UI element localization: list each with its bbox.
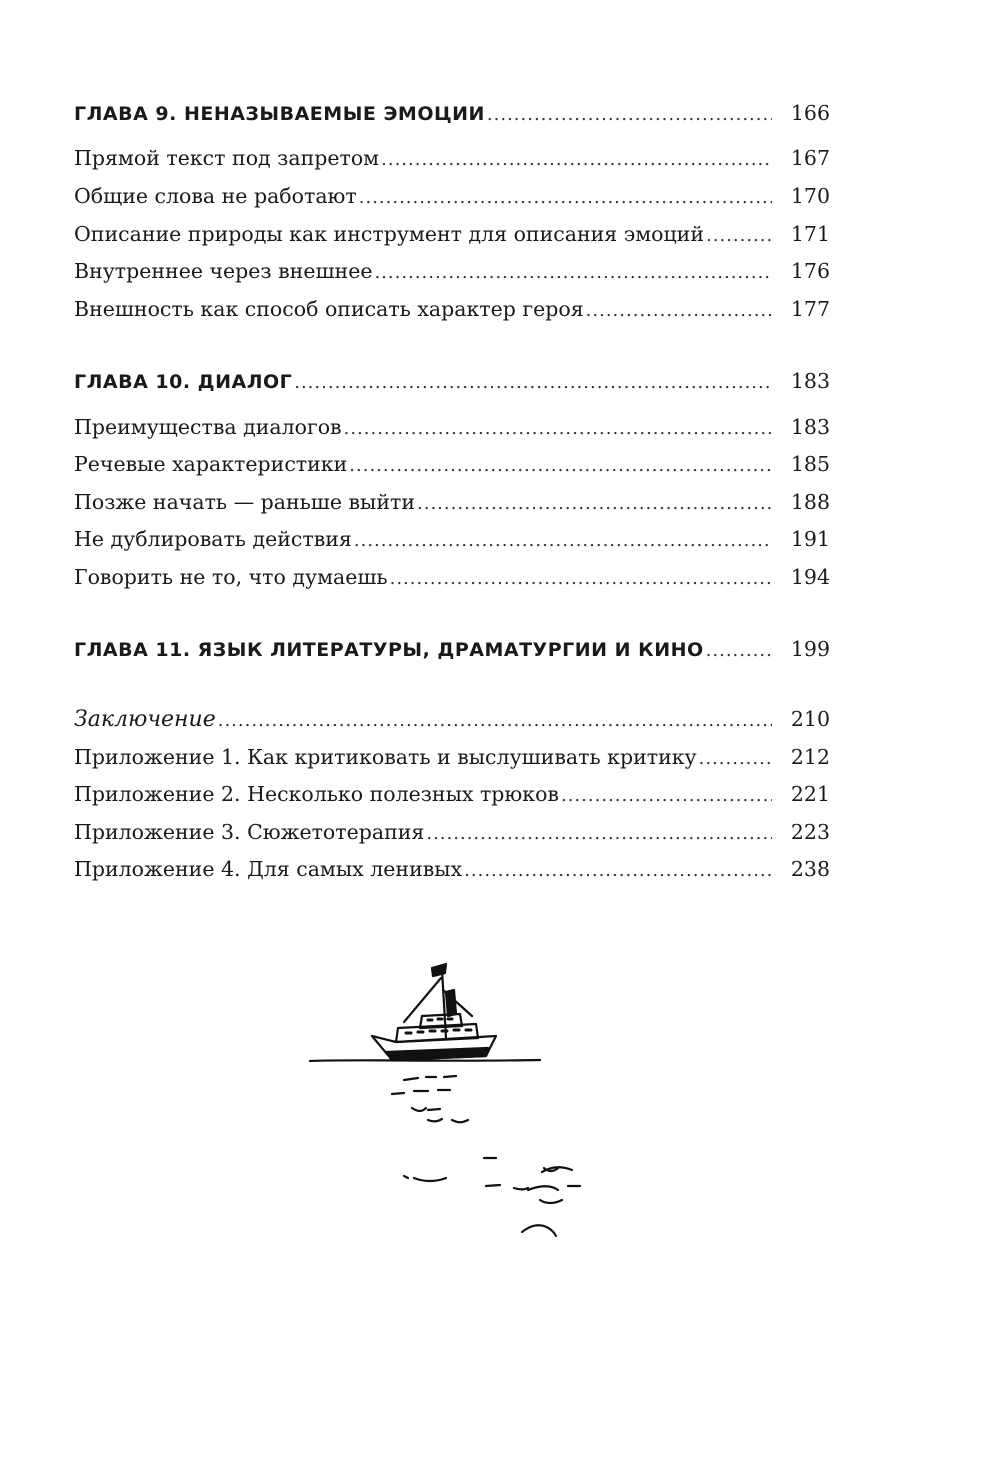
toc-chapter-10[interactable] (74, 366, 830, 396)
toc-item-title: Описание природы как инструмент для описания эмоций (74, 222, 704, 246)
leader-dots (699, 744, 772, 774)
leader-dots (706, 221, 772, 251)
toc-item-title: Приложение 1. Как критиковать и выслушивать критику (74, 745, 697, 769)
toc-item[interactable] (74, 562, 830, 592)
toc-appendix[interactable] (74, 817, 830, 847)
toc-appendix[interactable] (74, 779, 830, 809)
leader-dots (381, 145, 772, 175)
toc-chapter-9[interactable] (74, 98, 830, 128)
toc-item-title: Прямой текст под запретом (74, 146, 380, 170)
toc-item-title: Приложение 3. Сюжетотерапия (74, 820, 425, 844)
leader-dots (344, 414, 772, 444)
toc-page-number: 176 (790, 259, 830, 283)
leader-dots (218, 706, 772, 736)
toc-item-title: Говорить не то, что думаешь (74, 565, 388, 589)
toc-item[interactable] (74, 143, 830, 173)
leader-dots (349, 451, 772, 481)
toc-item-title: Не дублировать действия (74, 527, 352, 551)
toc-page-number: 199 (790, 637, 830, 661)
toc-chapter-title: ГЛАВА 11. ЯЗЫК ЛИТЕРАТУРЫ, ДРАМАТУРГИИ И КИНО (74, 639, 704, 661)
toc-page-number: 223 (790, 820, 830, 844)
toc-page-number: 166 (790, 101, 830, 125)
toc-item-title: Приложение 4. Для самых ленивых (74, 857, 463, 881)
toc-page-number: 167 (790, 146, 830, 170)
leader-dots (374, 258, 772, 288)
toc-item[interactable] (74, 219, 830, 249)
toc-page-number: 191 (790, 527, 830, 551)
toc-item[interactable] (74, 256, 830, 286)
toc-item-title: Позже начать — раньше выйти (74, 490, 416, 514)
toc-item[interactable] (74, 449, 830, 479)
toc-item-title: Преимущества диалогов (74, 415, 342, 439)
toc-chapter-title: ГЛАВА 9. НЕНАЗЫВАЕМЫЕ ЭМОЦИИ (74, 103, 485, 125)
toc-page-number: 194 (790, 565, 830, 589)
toc-page-number: 212 (790, 745, 830, 769)
toc-appendix[interactable] (74, 854, 830, 884)
leader-dots (464, 856, 772, 886)
toc-page-number: 185 (790, 452, 830, 476)
toc-page-number: 170 (790, 184, 830, 208)
boat-on-sea-icon (300, 960, 600, 1250)
leader-dots (390, 564, 772, 594)
toc-item-title: Речевые характеристики (74, 452, 348, 476)
toc-page-number: 188 (790, 490, 830, 514)
toc-item[interactable] (74, 181, 830, 211)
toc-page-number: 210 (790, 707, 830, 731)
toc-item-title: Внутреннее через внешнее (74, 259, 373, 283)
toc-conclusion[interactable] (74, 704, 830, 734)
toc-appendix[interactable] (74, 742, 830, 772)
toc-chapter-11[interactable] (74, 634, 830, 664)
toc-page-number: 171 (790, 222, 830, 246)
toc-item-title: Приложение 2. Несколько полезных трюков (74, 782, 559, 806)
toc-item-title: Заключение (74, 707, 216, 732)
toc-item-title: Общие слова не работают (74, 184, 357, 208)
leader-dots (417, 489, 772, 519)
toc-item[interactable] (74, 294, 830, 324)
leader-dots (586, 296, 772, 326)
toc-page-number: 238 (790, 857, 830, 881)
leader-dots (354, 526, 772, 556)
leader-dots (426, 819, 772, 849)
leader-dots (487, 100, 772, 130)
toc-chapter-title: ГЛАВА 10. ДИАЛОГ (74, 371, 293, 393)
leader-dots (359, 183, 772, 213)
toc-page-number: 183 (790, 369, 830, 393)
toc-page-number: 183 (790, 415, 830, 439)
toc-item[interactable] (74, 487, 830, 517)
toc-page-number: 221 (790, 782, 830, 806)
toc-item[interactable] (74, 412, 830, 442)
leader-dots (294, 368, 772, 398)
leader-dots (561, 781, 772, 811)
leader-dots (706, 636, 772, 666)
toc-item[interactable] (74, 524, 830, 554)
toc-page-number: 177 (790, 297, 830, 321)
toc-item-title: Внешность как способ описать характер героя (74, 297, 584, 321)
